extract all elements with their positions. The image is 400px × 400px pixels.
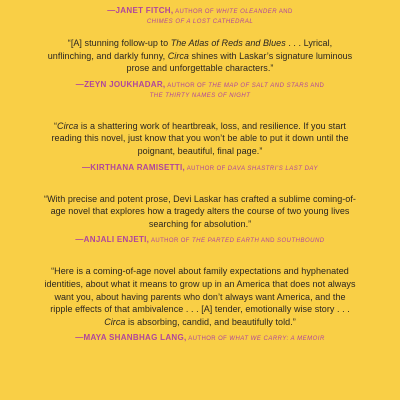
attribution-and: AND [277,9,293,15]
book-title: DAVA SHASTRI’S LAST DAY [227,165,318,172]
attribution-name: —JANET FITCH, [107,6,174,15]
book-title: THE THIRTY NAMES OF NIGHT [149,92,251,99]
quote-part: is absorbing, candid, and beautifully told.” [125,316,296,327]
book-title-italic: Circa [104,316,126,327]
quote-part: “ [53,120,58,131]
quote-text [44,265,356,328]
attribution-name: —ZEYN JOUKHADAR, [75,79,166,89]
attribution-name: —ANJALI ENJETI, [75,235,150,245]
blurb-maya-shanbhag-lang [44,265,356,344]
attribution-label: AUTHOR OF [165,82,209,89]
book-title: CHIMES OF A LOST CATHEDRAL [146,19,254,25]
attribution [44,163,356,174]
book-title: THE MAP OF SALT AND STARS [208,82,309,89]
blurb-kirthana-ramisetti [44,120,356,174]
book-title: THE PARTED EARTH [191,238,260,245]
attribution [44,235,356,246]
attribution-and: AND [308,82,325,89]
attribution-label: AUTHOR OF [173,9,217,15]
attribution-name: —KIRTHANA RAMISETTI, [82,162,186,172]
quote-text [44,193,356,231]
quote-part: “With precise and potent prose, Devi Laskar has crafted a sublime coming-of-age novel that explores how a tragedy alters the course of two young lives searching for absolution.” [44,193,356,229]
quote-part: “Here is a coming-of-age novel about family expectations and hyphenated identities, about what it means to grow up in an America that does not always want you, about having parents who don’t always want America, and the ripple effects of that ambivalence . . . [A] tender, emotionally wise story . . . [44,266,356,315]
book-title: SOUTHBOUND [276,238,325,245]
blurb-zeyn-joukhadar [44,37,356,101]
attribution-and: AND [259,238,277,245]
attribution-label: AUTHOR OF [149,238,192,245]
book-title: WHITE OLEANDER [216,9,278,15]
attribution-name: —MAYA SHANBHAG LANG, [75,333,187,343]
quote-part: . . . Lyrical, unflinching, and darkly funny, [47,38,333,61]
attribution [44,6,356,27]
quote-part: shines with Laskar’s signature luminous prose and unforgettable characters.” [126,50,353,74]
book-title-italic: The Atlas of Reds and Blues [170,38,286,48]
book-title: WHAT WE CARRY: A MEMOIR [229,336,325,343]
blurb-janet-fitch [44,6,356,27]
quote-text [44,120,356,158]
attribution-label: AUTHOR OF [186,336,230,343]
quote-text [44,37,356,75]
attribution [44,333,356,344]
book-title-italic: Circa [57,120,79,131]
quote-part: is a shattering work of heartbreak, loss, and resilience. If you start reading this novel, just know that you won’t be able to put it down until the poignant, beautiful, final page.” [51,120,349,156]
quote-part: “[A] stunning follow-up to [67,38,171,48]
attribution-label: AUTHOR OF [185,165,228,172]
attribution [44,80,356,101]
book-title-italic: Circa [167,50,189,61]
blurb-anjali-enjeti [44,193,356,247]
